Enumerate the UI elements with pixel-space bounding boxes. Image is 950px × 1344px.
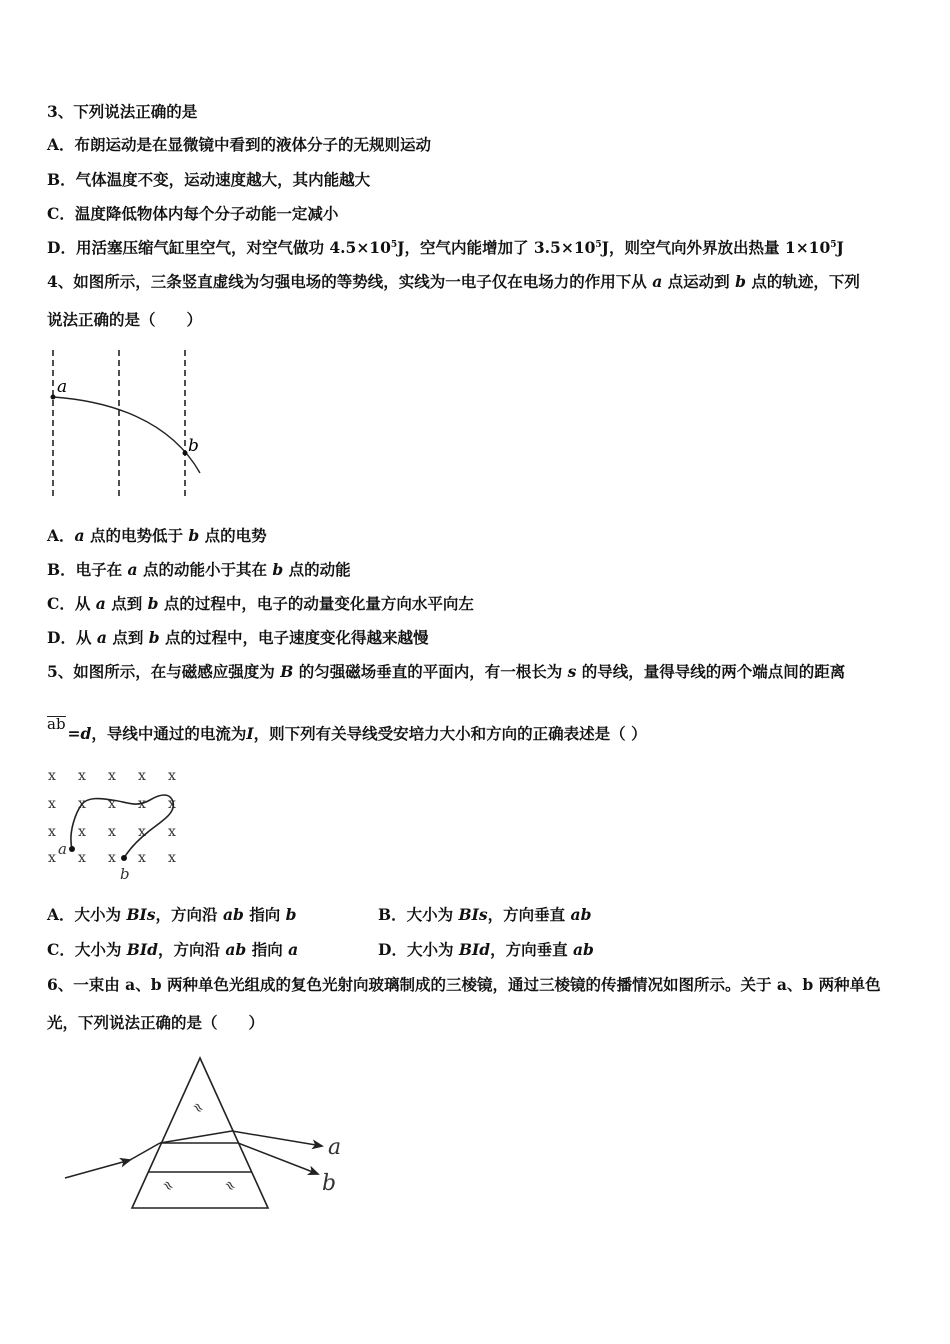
q6-stem-line2: 光，下列说法正确的是（ ） bbox=[47, 1013, 265, 1032]
wire bbox=[71, 795, 173, 858]
q4-option-c: C．从 a 点到 b 点的过程中，电子的动量变化量方向水平向左 bbox=[47, 594, 474, 613]
field-cross: x bbox=[108, 850, 116, 866]
field-cross: x bbox=[168, 850, 176, 866]
hatch-3: ≈ bbox=[220, 1176, 240, 1196]
q5-option-d: D．大小为 BId，方向垂直 ab bbox=[378, 940, 594, 959]
q3-option-d: D．用活塞压缩气缸里空气，对空气做功 $4.5\times 10^5J$，空气内能增加了 $3.5\times 10^5J$，则空气向外界放出热量 $1\times 10^5J$ bbox=[47, 238, 844, 257]
q5-magnetic-field-figure bbox=[40, 762, 200, 887]
wire-end-b bbox=[121, 855, 127, 861]
field-cross: x bbox=[78, 850, 86, 866]
refracted-inside-a bbox=[160, 1131, 232, 1143]
field-cross: x bbox=[138, 768, 146, 784]
q5-stem-line2: ab =d，导线中通过的电流为I，则下列有关导线受安培力大小和方向的正确表述是（ ） bbox=[47, 715, 647, 743]
hatch-1: ≈ bbox=[188, 1098, 208, 1118]
emergent-ray-a bbox=[232, 1131, 322, 1146]
field-cross: x bbox=[168, 824, 176, 840]
label-b: b bbox=[188, 436, 199, 456]
field-cross: x bbox=[108, 796, 116, 812]
q4-option-a: A．a 点的电势低于 b 点的电势 bbox=[47, 526, 267, 545]
field-cross: x bbox=[138, 824, 146, 840]
field-cross: x bbox=[138, 850, 146, 866]
point-a bbox=[51, 395, 56, 400]
field-cross: x bbox=[108, 768, 116, 784]
q6-prism-figure bbox=[60, 1050, 360, 1220]
q4-option-d: D．从 a 点到 b 点的过程中，电子速度变化得越来越慢 bbox=[47, 628, 429, 647]
field-cross: x bbox=[168, 796, 176, 812]
q5-stem: 5、如图所示，在与磁感应强度为 B 的匀强磁场垂直的平面内，有一根长为 s 的导线，量得导线的两个端点间的距离 bbox=[47, 662, 846, 681]
label-a: a bbox=[328, 1135, 342, 1160]
field-cross: x bbox=[108, 824, 116, 840]
field-cross: x bbox=[48, 824, 56, 840]
q4-electric-field-figure bbox=[40, 345, 220, 505]
q5-option-a: A．大小为 BIs，方向沿 ab 指向 b bbox=[47, 905, 297, 924]
q3-stem: 3、下列说法正确的是 bbox=[47, 102, 198, 121]
label-b: b bbox=[120, 865, 130, 883]
q5-option-c: C．大小为 BId，方向沿 ab 指向 a bbox=[47, 940, 299, 959]
ab-overline: ab bbox=[47, 715, 66, 733]
point-b bbox=[183, 451, 188, 456]
q3-option-a: A．布朗运动是在显微镜中看到的液体分子的无规则运动 bbox=[47, 135, 432, 154]
q3-option-b: B．气体温度不变，运动速度越大，其内能越大 bbox=[47, 170, 371, 189]
field-cross: x bbox=[48, 850, 56, 866]
field-cross: x bbox=[48, 768, 56, 784]
q4-stem-line2: 说法正确的是（ ） bbox=[47, 310, 203, 329]
wire-end-a bbox=[69, 846, 75, 852]
field-cross: x bbox=[78, 796, 86, 812]
q4-stem: 4、如图所示，三条竖直虚线为匀强电场的等势线，实线为一电子仅在电场力的作用下从 a 点运动到 b 点的轨迹，下列 bbox=[47, 272, 860, 291]
incident-ray bbox=[65, 1160, 130, 1178]
field-cross: x bbox=[78, 768, 86, 784]
q6-stem: 6、一束由 a、b 两种单色光组成的复色光射向玻璃制成的三棱镜，通过三棱镜的传播情况如图所示。关于 a、b 两种单色 bbox=[47, 975, 881, 994]
q4-option-b: B．电子在 a 点的动能小于其在 b 点的动能 bbox=[47, 560, 351, 579]
label-a: a bbox=[58, 840, 67, 858]
field-cross: x bbox=[138, 796, 146, 812]
field-cross: x bbox=[48, 796, 56, 812]
electron-trajectory bbox=[53, 397, 200, 473]
field-cross: x bbox=[78, 824, 86, 840]
field-cross: x bbox=[168, 768, 176, 784]
label-a: a bbox=[57, 377, 68, 397]
q3-option-c: C．温度降低物体内每个分子动能一定减小 bbox=[47, 204, 339, 223]
hatch-2: ≈ bbox=[158, 1176, 178, 1196]
q5-option-b: B．大小为 BIs，方向垂直 ab bbox=[378, 905, 592, 924]
label-b: b bbox=[322, 1171, 337, 1196]
